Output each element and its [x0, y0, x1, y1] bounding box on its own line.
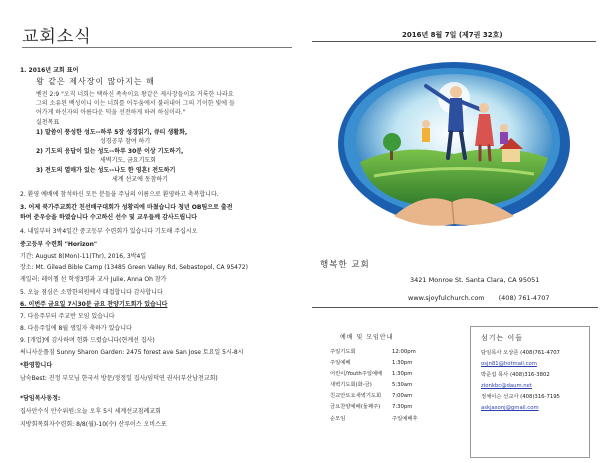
schedule-time: 1:30pm: [392, 371, 413, 378]
news-line: 2. 환영 예배에 참석하신 모든 분들을 주님의 이름으로 환영하고 축복합니다.: [20, 191, 219, 198]
date-divider: [312, 41, 596, 42]
news-line: 기간: August 8(Mon)-11(Thr), 2016, 3박4일: [20, 253, 147, 260]
schedule-time: 7:00am: [392, 393, 413, 400]
church-website-link[interactable]: www.sjoyfulchurch.com: [408, 294, 485, 302]
news-line: 2) 기도의 응답이 있는 성도--하루 30분 이상 기도하기,: [36, 148, 184, 155]
news-line: 남숙Best: 진정 부모님 한국서 방문/정정일 집사/임덕연 권사(부산남천교회): [20, 375, 218, 382]
news-line: 성경공부 참여 하기: [100, 138, 151, 145]
news-line: 3) 전도의 열매가 있는 성도--나도 한 영혼! 전도하기: [36, 167, 176, 174]
news-line: 5. 오늘 점심은 소망한의원에서 대접합니다 감사합니다: [20, 289, 163, 296]
news-line: 세계 선교에 동참하기: [112, 176, 168, 183]
news-line: *환영합니다: [20, 362, 53, 369]
news-title: 교회소식: [22, 27, 92, 47]
verse-line: 벧전 2:9 "오직 너희는 택하신 족속이요 왕같은 제사장들이요 거룩한 나라요: [36, 91, 234, 98]
verse-line: 어가게 하신자의 아름다운 덕을 선전하게 하려 하심이라.": [36, 109, 186, 116]
church-contact: [408, 294, 549, 302]
schedule-row: [330, 414, 463, 425]
staff-line: 담임목사 오상준 (408)761-4707: [481, 350, 560, 356]
schedule-name: 순모임: [330, 415, 346, 422]
cover-page: [300, 0, 600, 463]
staff-title: 섬기는 이들: [481, 334, 524, 342]
news-line: 게일러: 레이첼 선 학생3명과 교사 Julie, Anna Oh 참가: [20, 276, 167, 283]
schedule-row: [330, 402, 463, 413]
verse-line: 그의 소유된 백성이니 이는 너희를 어두움에서 불러내어 그의 기이한 빛에 들: [36, 100, 235, 107]
schedule-row: [330, 380, 463, 391]
news-line: 장소: Mt. Gilead Bible Camp (13485 Green Valley Rd, Sebastopol, CA 95472): [20, 264, 248, 271]
news-line: 6. 이번주 금요일 7시30분 금요 찬양기도회가 있습니다: [20, 301, 168, 308]
title-divider: [22, 47, 292, 48]
issue-date: 2016년 8월 7일 (제7권 32호): [402, 31, 503, 39]
staff-line: 정체이슨 선교사 (408)316-7195: [481, 394, 560, 400]
schedule-name: 어린이/Youth주일예배: [330, 371, 383, 378]
schedule-time: 1:30pm: [392, 360, 413, 367]
schedule-row: [330, 347, 463, 358]
news-line: 집사안수식 안수위원:오늘 오후 5시 세계선교침례교회: [20, 408, 161, 415]
church-phone: (408) 761-4707: [498, 294, 550, 302]
news-line: *담임목사동정:: [20, 395, 61, 402]
schedule-time: 5:30am: [392, 382, 413, 389]
news-line: 4. 내일부터 3박4일간 중고등부 수련회가 있습니다 기도해 주십시오: [20, 228, 198, 235]
motto-line: 왕 같은 제사장이 많아지는 해: [36, 77, 155, 86]
news-line: 1) 말씀이 풍성한 성도--하루 5장 성경읽기, 큐티 생활화,: [36, 129, 188, 136]
news-line: 7. 다음주부터 주교반 모임 있습니다: [20, 313, 115, 320]
news-line: 새벽기도, 금요기도회: [100, 157, 156, 164]
church-address: 3421 Monroe St. Santa Clara, CA 95051: [410, 276, 540, 284]
staff-email-link[interactable]: zionkbc@daum.net: [481, 383, 532, 389]
contact-divider: [312, 307, 598, 308]
schedule-name: 주일기도회: [330, 349, 356, 355]
church-name: 행복한 교회: [320, 260, 370, 270]
staff-email-link[interactable]: askjasonj@gmail.com: [481, 405, 539, 411]
news-line: 9. [개업]에 감사하며 헌화 드렸습니다(현계선 집사): [20, 337, 155, 344]
news-line: 3. 어제 북가주교회간 친선배구대회가 성황리에 마쳤습니다 청년 OB팀으로 출전: [20, 204, 233, 211]
news-line: 1. 2016년 교회 표어: [20, 67, 79, 74]
schedule-name: 친교안토요새벽기도회: [330, 393, 382, 400]
schedule-row: [330, 358, 463, 369]
schedule-row: [330, 369, 463, 380]
staff-line: 박준섭 목사 (408)316-3802: [481, 372, 550, 378]
news-line: 8. 다음주일에 8월 생일자 축하가 있습니다: [20, 325, 132, 332]
schedule-title: 예배 및 모임안내: [340, 334, 394, 341]
schedule-name: 새벽기도회(화-금): [330, 382, 372, 389]
schedule-name: 금요찬양예배(둘째주): [330, 404, 381, 411]
worship-schedule: [330, 332, 463, 460]
schedule-time: 주일예배후: [392, 415, 418, 422]
schedule-time: 7:30pm: [392, 404, 413, 411]
schedule-row: [330, 391, 463, 402]
news-line: 하여 준우승을 하였습니다 수고하신 선수 및 교우들께 감사드립니다: [20, 214, 197, 221]
news-line: 실천목표: [36, 119, 60, 126]
staff-email-link[interactable]: osjn81@hotmail.com: [481, 361, 537, 367]
schedule-time: 12:00pm: [392, 349, 416, 355]
schedule-name: 주일예배: [330, 360, 351, 367]
news-line: 중고등부 수련회 "Horizon": [20, 241, 98, 248]
family-illustration: [334, 58, 572, 236]
staff-box: [470, 326, 590, 458]
news-line: 지방회목회자수련회: 8/8(월)-10(수) 산루이스 오비스포: [20, 421, 167, 428]
news-line: 써니사운플짐 Sunny Sharon Garden: 2475 forest ave San Jose 토요일 5시-8시: [20, 349, 244, 356]
